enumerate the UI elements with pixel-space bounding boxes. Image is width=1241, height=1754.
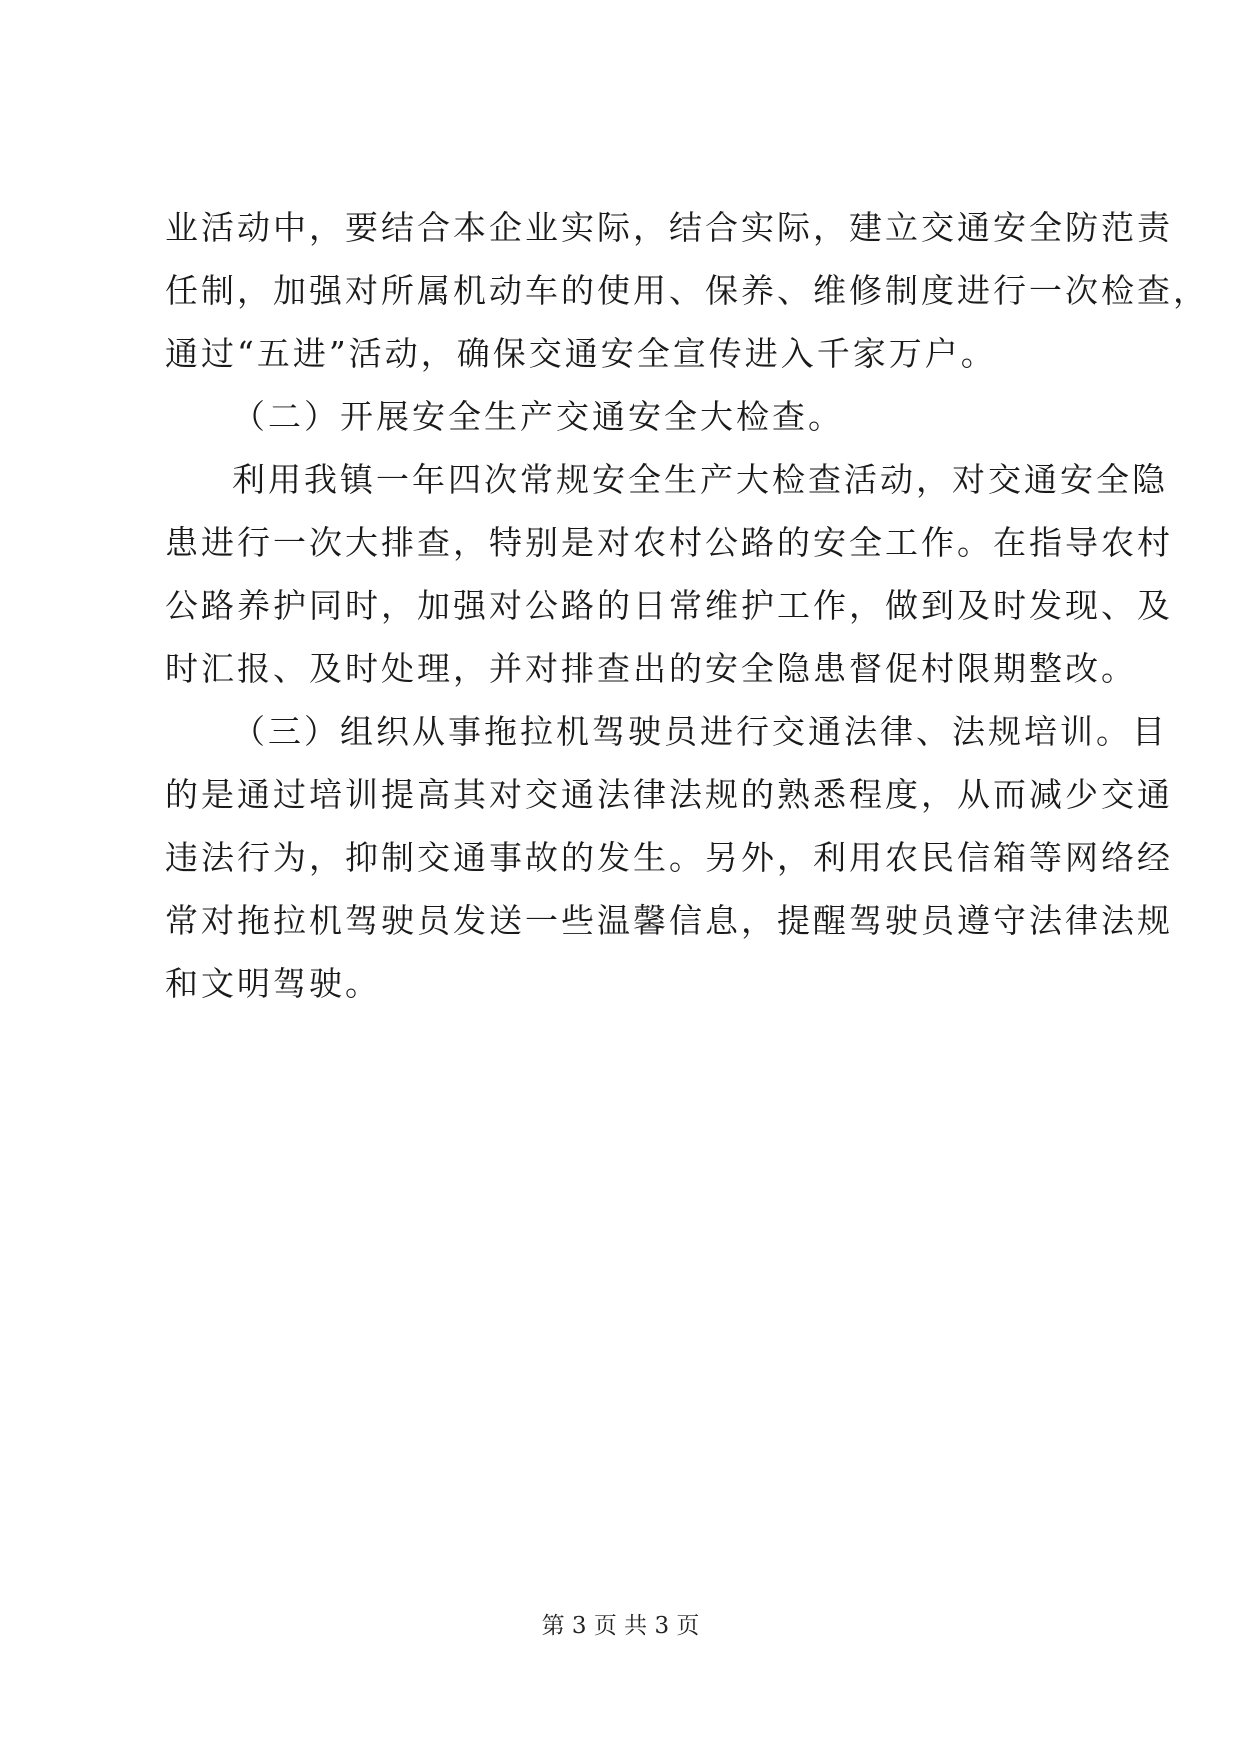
body-text-line: 的是通过培训提高其对交通法律法规的熟悉程度，从而减少交通 [165,775,1173,814]
body-text-line: 任制，加强对所属机动车的使用、保养、维修制度进行一次检查， [165,271,1209,310]
body-text-line: 患进行一次大排查，特别是对农村公路的安全工作。在指导农村 [165,523,1173,562]
body-text-line: 和文明驾驶。 [165,964,381,1003]
body-text-line: 公路养护同时，加强对公路的日常维护工作，做到及时发现、及 [165,586,1173,625]
body-text-line: 时汇报、及时处理，并对排查出的安全隐患督促村限期整改。 [165,649,1137,688]
page-number-footer: 第 3 页 共 3 页 [541,1613,700,1639]
paragraph-first-line: 利用我镇一年四次常规安全生产大检查活动，对交通安全隐 [232,460,1168,499]
body-text-line: 违法行为，抑制交通事故的发生。另外，利用农民信箱等网络经 [165,838,1173,877]
section-heading: （三）组织从事拖拉机驾驶员进行交通法律、法规培训。目 [232,712,1168,751]
body-text-line: 通过“五进”活动，确保交通安全宣传进入千家万户。 [165,334,997,373]
body-text-line: 常对拖拉机驾驶员发送一些温馨信息，提醒驾驶员遵守法律法规 [165,901,1173,940]
body-text-line: 业活动中，要结合本企业实际，结合实际，建立交通安全防范责 [165,208,1173,247]
section-heading: （二）开展安全生产交通安全大检查。 [232,397,844,436]
